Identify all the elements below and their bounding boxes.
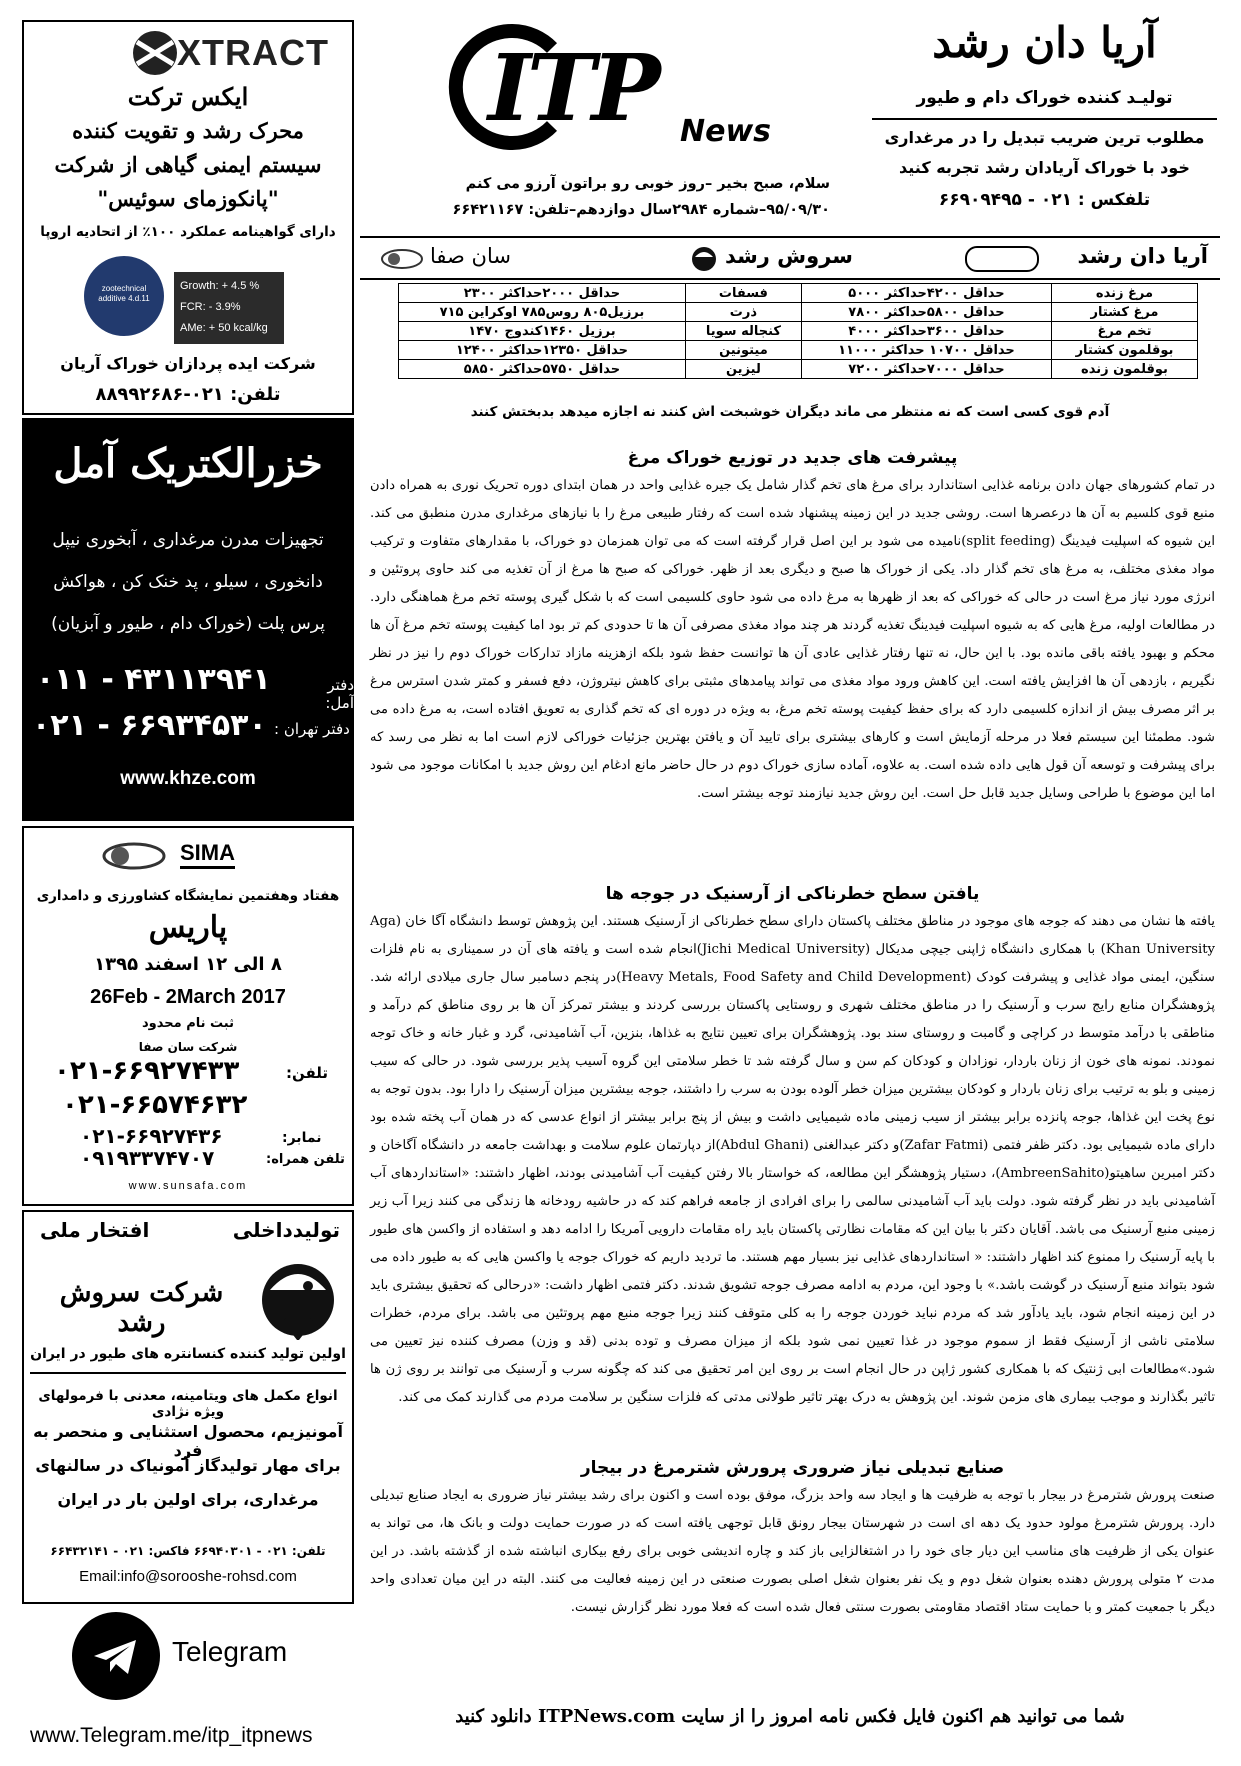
header-rule-bottom: [360, 278, 1220, 280]
arya-phone: تلفکس : ۰۲۱ - ۶۶۹۰۹۴۹۵: [938, 190, 1151, 210]
sima-phone1: ۰۲۱-۶۶۹۲۷۴۳۳: [54, 1056, 240, 1086]
xtract-line4: دارای گواهینامه عملکرد ۱۰۰٪ از اتحادیه اروپا: [40, 224, 336, 240]
khazar-line2: دانخوری ، سیلو ، پد خنک کن ، هواکش: [53, 572, 323, 592]
sunsafa-logo: [100, 836, 168, 876]
soroosh-slogan: اولین تولید کننده کنسانتره های طیور در ایران: [30, 1346, 346, 1362]
arya-divider: [872, 118, 1217, 120]
badge-text: zootechnical additive 4.d.11: [98, 284, 150, 303]
price-row: [399, 303, 1198, 322]
sima-logo: SIMA: [180, 840, 235, 869]
arya-title: آریا دان رشد: [932, 18, 1157, 67]
telegram-label: Telegram: [172, 1636, 288, 1667]
telegram-url[interactable]: www.Telegram.me/itp_itpnews: [30, 1724, 313, 1747]
soroosh-tag-domestic: تولیدداخلی: [232, 1218, 340, 1242]
sunsafa-small-icon: [380, 245, 424, 273]
soroosh-small-icon: [690, 245, 718, 273]
soroosh-line4: مرغداری، برای اولین بار در ایران: [57, 1490, 319, 1509]
khazar-electric-ad: [22, 418, 354, 821]
price-range: برزیل ۱۴۶۰کندوج ۱۴۷۰: [399, 322, 686, 341]
price-item-name: تخم مرغ: [1051, 322, 1197, 341]
xtract-ad: [22, 20, 354, 415]
price-range: حداقل ۵۸۰۰حداکثر ۷۸۰۰: [801, 303, 1051, 322]
sima-fax: ۰۲۱-۶۶۹۲۷۴۳۶: [80, 1124, 223, 1148]
brands-row: [360, 240, 1220, 278]
price-item-name: ذرت: [685, 303, 801, 322]
itp-news-logo: News: [680, 114, 772, 149]
price-row: [399, 360, 1198, 379]
sima-fax-label: نمابر:: [282, 1130, 322, 1146]
tehran-phone: ۰۲۱ - ۶۶۹۳۴۵۳۰: [32, 708, 267, 743]
issue-line: ۹۵/۰۹/۳۰–شماره ۲۹۸۴سال دوازدهم–تلفن: ۶۶۴۲۱۱۶۷: [452, 202, 830, 218]
sima-registration: ثبت نام محدود: [142, 1016, 234, 1031]
xtract-line2: سیستم ایمنی گیاهی از شرکت: [54, 152, 322, 177]
price-item-name: فسفات: [685, 284, 801, 303]
xtract-phone: تلفن: ۰۲۱-۸۸۹۹۲۶۸۶: [95, 384, 281, 405]
xtract-logo-text: XTRACT: [177, 32, 329, 73]
price-item-name: مرغ کشتار: [1051, 303, 1197, 322]
sima-company: شرکت سان صفا: [138, 1040, 238, 1054]
sima-dates-en: 26Feb - 2March 2017: [90, 986, 286, 1008]
price-row: [399, 322, 1198, 341]
sima-phone2: ۰۲۱-۶۶۵۷۴۶۳۲: [62, 1090, 248, 1120]
price-range: حداقل ۱۰۷۰۰ حداکثر ۱۱۰۰۰: [801, 341, 1051, 360]
soroosh-line1: انواع مکمل های ویتامینه، معدنی با فرمولهای ویژه نژادی: [38, 1388, 338, 1420]
footer-download-note: شما می توانید هم اکنون فایل فکس نامه امروز را از سایت ITPNews.com دانلود کنید: [455, 1706, 1125, 1727]
xtract-company: شرکت ایده پردازان خوراک آریان: [60, 354, 316, 373]
soroosh-email[interactable]: Email:info@sorooshe-rohsd.com: [79, 1568, 297, 1585]
soroosh-mascot-icon: [256, 1250, 340, 1340]
sunsafa-logo-icon: [100, 836, 168, 876]
tehran-office-label: دفتر تهران :: [274, 720, 350, 738]
khazar-line1: تجهیزات مدرن مرغداری ، آبخوری نیپل: [52, 530, 324, 550]
greeting: سلام، صبح بخیر –روز خوبی رو براتون آرزو می کنم: [465, 176, 830, 192]
soroosh-contact: تلفن: ۰۲۱ - ۶۶۹۴۰۳۰۱ فاکس: ۰۲۱ - ۶۶۴۳۲۱۴۱: [50, 1544, 326, 1558]
price-range: برزیل۸۰۵ روس۷۸۵ اوکراین ۷۱۵: [399, 303, 686, 322]
arya-line2: خود با خوراک آریادان رشد تجربه کنید: [899, 158, 1190, 177]
soroosh-tag-national: افتخار ملی: [40, 1218, 150, 1242]
price-range: حداقل ۳۶۰۰حداکثر ۴۰۰۰: [801, 322, 1051, 341]
khazar-line3: پرس پلت (خوراک دام ، طیور و آبزیان): [51, 614, 325, 634]
price-range: حداقل ۲۰۰۰حداکثر ۲۳۰۰: [399, 284, 686, 303]
sima-phone-label: تلفن:: [286, 1064, 329, 1082]
brand-soroosh: سروش رشد: [725, 244, 853, 268]
soroosh-roshd-ad: [22, 1210, 354, 1604]
article-1: [370, 448, 1215, 808]
price-item-name: بوقلمون کشتار: [1051, 341, 1197, 360]
price-table: [398, 283, 1198, 379]
article-3-title: صنایع تبدیلی نیاز ضروری پرورش شترمرغ در بیجار: [580, 1458, 1005, 1478]
price-item-name: بوقلمون زنده: [1051, 360, 1197, 379]
brand-sunsafa: سان صفا: [430, 244, 511, 268]
price-range: حداقل ۷۰۰۰حداکثر ۷۲۰۰: [801, 360, 1051, 379]
khazar-title: خزرالکتریک آمل: [53, 440, 323, 487]
xtract-line3: "پانکوزمای سوئیس": [97, 186, 279, 211]
article-2-body: یافته ها نشان می دهند که جوجه های موجود در مناطق مختلف پاکستان دارای سطح خطرناکی از آرسنیک هستند. این پژوهش توسط دانشگاه آگا خان (Aga Khan University) با همکاری دانشگاه ژاپنی جیچی مدیکال (Jichi Medical University)انجام شده است و یافته های آن در سمیناری به نام فلزات سنگین، ایمنی مواد غذایی و پیشرفت کودک (Heavy Metals, Food Safety and Child Development)در پنجم دسامبر سال جاری میلادی ارائه شد. پژوهشگران منابع رایج سرب و آرسنیک را در مناطق مختلف شهری و روستایی پاکستان بررسی کردند و بیشتر تمرکز آن ها بر روی مناطق کم درآمد و مناطقی با درآمد متوسط در کراچی و گامبت و روستای سند بود. پژوهشگران برای تعیین نتایج به غذاها، بنزین، آب آشامیدنی، گرد و غبار خانه و خاک توجه نمودند. نمونه های خون از زنان باردار، نوزادان و کودکان کم سن و سال گرفته شد تا خطر سلامتی این گروه آسیب پذیر بررسی شود. در حالی که سیب زمینی و بلو به ترتیب برای زنان باردار و کودکان بیشترین میزان خطر آلوده بودن به سرب را داشتند، جوجه بیشترین میزان آرسنیک را دارا بود. بدون توجه به نوع پخت این غذاها، جوجه پانزده برابر بیشتر از سیب زمینی ماده شیمیایی داشت و بیش از پنج برابر بیشتر از انواع عدسی که در همان آب پخته شده بود دارای ماده شیمیایی بود. دکتر ظفر فتمی (Zafar Fatmi)و دکتر عبدالغنی (Abdul Ghani)از دپارتمان علوم سلامت و بهداشت جامعه در دانشگاه آگاخان و دکتر امبرین ساهیتو(AmbreenSahito)، دستیار پژوهشگر این مطالعه، که خواستار بالا رفتن کیفیت آب آشامیدنی بودند، اظهار داشتند: «استانداردهای آب آشامیدنی باید در نظر گرفته شود. دولت باید آب آشامیدنی سالمی را برای افرادی از جامعه فراهم کند که در حاشیه رودخانه ها زندگی می کنند زیرا آب زیر زمینی منبع آرسنیک می باشد. آقایان دکتر با بیان این که مقامات نظارتی پاکستان باید راه مقامات دارویی آمریکا را ادامه دهد و استفاده از واکسن های طیور با پایه آرسنیک را ممنوع کند اظهار داشتند: « استانداردهای غذایی نیز بسیار مهم هستند. ما تردید داریم که خوراک جوجه یا واکسن هایی که به طیور داده می شود بتواند منبع آرسنیک در گوشت باشد.» با وجود این، مردم به ادامه مصرف جوجه تشویق شدند. دکتر فتمی اظهار داشت: «درحالی که تحقیق بیشتری باید در این زمینه انجام شود، باید یادآور شد که مردم نباید خوردن جوجه را به کلی متوقف کنند زیرا جوجه منبع مهم پروتئین می باشد. برای مردم، خطرات سلامتی ناشی از آرسنیک فقط از سموم موجود در غذا تعیین نمی شود بلکه از میزان مصرف و توده بدنی (قد و وزن) مصرف کننده نیز تعیین می شود.»مطالعات ابی ژنتیک که با همکاری کشور ژاپن در حال انجام است بر روی این امر تحقیق می کند که چگونه سرب و آرسنیک می توانند بر روی ژن ها تاثیر بگذارند و موجب بیماری های مزمن شوند. این پژوهش به درک بهتر تاثیر طولانی مدتی که فلزات سنگین بر سلامت مردم می گذارند کمک می کند.: [370, 914, 1216, 1405]
sima-mobile: ۰۹۱۹۳۳۷۴۷۰۷: [80, 1146, 215, 1170]
stat-growth: Growth: + 4.5 %: [180, 280, 260, 292]
sima-exhibition-name: هفتاد وهفتمین نمایشگاه کشاورزی و دامداری: [36, 888, 340, 904]
amol-phone: ۰۱۱ - ۴۳۱۱۳۹۴۱: [36, 662, 271, 697]
amol-office-label: دفتر آمل:: [325, 676, 354, 712]
arya-logo-icon: [965, 246, 1039, 272]
sima-mobile-label: تلفن همراه:: [266, 1152, 345, 1167]
xtract-logo: [129, 28, 349, 78]
price-row: [399, 284, 1198, 303]
xtract-line1: محرک رشد و تقویت کننده: [72, 118, 304, 143]
article-3: [370, 1458, 1215, 1622]
soroosh-company: شرکت سروش رشد: [59, 1278, 224, 1338]
stat-fcr: FCR: - 3.9%: [180, 301, 241, 313]
price-range: حداقل ۱۲۳۵۰حداکثر ۱۲۴۰۰: [399, 341, 686, 360]
khazar-website[interactable]: www.khze.com: [120, 768, 256, 789]
article-1-body: در تمام کشورهای جهان دادن برنامه غذایی استاندارد برای مرغ های تخم گذار شامل یک جیره غذایی واحد در همان ابتدای دوره تحریک نوری به همراه دادن منبع قوی کلسیم به آن ها درعصرها است. روشی جدید در این زمینه پیشنهاد شده است که رفتار طبیعی مرغ را با نیازهای مرغداری مدرن منطبق می کند. این شیوه که اسپلیت فیدینگ (split feeding)نامیده می شود بر این اصل قرار گرفته است که می توان همزمان دو خوراک، با مقدارهای متفاوت و ترکیب مواد مغذی مختلف، به مرغ های تخم گذار داد. یکی از خوراک ها صبح و دیگری بعد از ظهر. خوراکی که صبح ها مرغ از آن تغذیه می کند حاوی پروتئین و انرژی مورد نیاز مرغ است در حالی که خوراکی که بعد از ظهرها به مرغ داده می شود حاوی کلسیمی است که با شکل گیری پوسته تخم مرغ هماهنگی دارد. در مطالعات اولیه، مرغ هایی که به شیوه اسپلیت فیدینگ تغذیه گردند هر چند مواد مغذی مصرفی آن ها تا حدودی کم تر بود اما کیفیت پوسته تخم مرغ آن ها محکم و بهبود یافته باقی مانده بود. با این حال، نه تنها رفتار غذایی عادی آن ها توانست حفظ شود بلکه ازهزینه مازاد تدارکات خوراک دوم را نیز در نظر نگیریم ، بازدهی آن ها افزایش یافته است. این کاهش ورود مواد مغذی می تواند پیامدهای مثبتی برای کاهش نیتروژن، دفع فسفر و کمتر شدن استرس مرغ بر اثر مصرف بیش از اندازه کلسیمی دارد که برای حفظ کیفیت پوسته تخم مرغ، به ویژه در دوره ای که تخم گذاری به تعویق افتاده است، به مرغ داده می شود. مطمئنا این سیستم فعلا در مرحله آزمایش است و کارهای بیشتری برای تایید آن و یافتن بهترین جزئیات خوراکی لازم است اما به نظر می رسد که برای پیشرفت و توسعه آن قول هایی داده شده است. به علاوه، آماده سازی خوراک دوم در حال حاضر مانع ادغام این روش جدید با امکانات موجود می شود اما این موضوع با طراحی وسایل جدید قابل حل است. این روش جدید نیازمند توجه بیشتر است.: [370, 478, 1215, 801]
sima-website[interactable]: www.sunsafa.com: [128, 1180, 248, 1192]
arya-dan-roshd-ad: [872, 18, 1217, 228]
price-item-name: کنجاله سویا: [685, 322, 801, 341]
article-1-title: پیشرفت های جدید در توزیع خوراک مرغ: [627, 448, 958, 468]
price-range: حداقل ۴۲۰۰حداکثر ۵۰۰۰: [801, 284, 1051, 303]
soroosh-divider: [30, 1372, 346, 1374]
price-item-name: لیزین: [685, 360, 801, 379]
article-2: [370, 884, 1215, 1412]
xtract-title: ایکس ترکت: [127, 82, 249, 111]
price-range: حداقل ۵۷۵۰حداکثر ۵۸۵۰: [399, 360, 686, 379]
stat-ame: AMe: + 50 kcal/kg: [180, 322, 268, 334]
soroosh-line2: آمونیزیم، محصول استثنایی و منحصر به فرد: [33, 1422, 343, 1460]
telegram-block: [22, 1612, 354, 1762]
zootechnical-badge: [84, 256, 164, 336]
sima-city: پاریس: [148, 910, 228, 945]
arya-line1: مطلوب ترین ضریب تبدیل را در مرغداری: [884, 128, 1205, 147]
telegram-plane-icon: [72, 1612, 160, 1700]
sima-dates-fa: ۸ الی ۱۲ اسفند ۱۳۹۵: [94, 954, 282, 975]
brand-arya: آریا دان رشد: [1077, 244, 1208, 268]
soroosh-logo: [256, 1250, 340, 1340]
xtract-stats: [174, 272, 284, 344]
quote: آدم قوی کسی است که نه منتظر می ماند دیگران خوشبخت اش کنند نه اجازه میدهد بدبختش کنند: [470, 404, 1110, 420]
telegram-icon[interactable]: [72, 1612, 160, 1700]
itp-logo: ITP: [488, 34, 657, 142]
article-3-body: صنعت پرورش شترمرغ در بیجار با توجه به ظرفیت ها و ایجاد سه واحد بزرگ، موفق بوده است و اکنون برای رشد بیشتر نیاز ضروری به ایجاد صنایع تبدیلی دارد. پرورش شترمرغ مولود حدود یک دهه ای است در شهرستان بیجار رونق قابل توجهی یافته است که در صورت حمایت دولت و بانک ها، می تواند به عنوان یکی از ظرفیت های مناسب این دیار جای خود را در اشتغالزایی باز کند و چاره اندیشی خوبی برای رفع بیکاری انباشته شده از گذشته باشد. در این مدت ۲ متولی پرورش دهنده بعنوان شغل دوم و یک نفر بعنوان شغل اصلی بصورت صنعتی در این زمینه فعالیت می کنند. البته در این میان تعدادی واحد دیگر با جمعیت کمتر و با حمایت ستاد اقتصاد مقاومتی بصورت سنتی فعال شده است که فعلا مورد نظر گزارش نیست.: [370, 1488, 1215, 1615]
sima-exhibition-ad: [22, 826, 354, 1206]
itp-masthead: [380, 18, 860, 228]
soroosh-line3: برای مهار تولیدگاز آمونیاک در سالنهای: [35, 1456, 341, 1475]
price-row: [399, 341, 1198, 360]
arya-subtitle: تولیـد کننده خوراک دام و طیور: [916, 88, 1173, 108]
price-item-name: میتونین: [685, 341, 801, 360]
header-rule-top: [360, 236, 1220, 238]
article-2-title: یافتن سطح خطرناکی از آرسنیک در جوجه ها: [605, 884, 980, 904]
price-item-name: مرغ زنده: [1051, 284, 1197, 303]
